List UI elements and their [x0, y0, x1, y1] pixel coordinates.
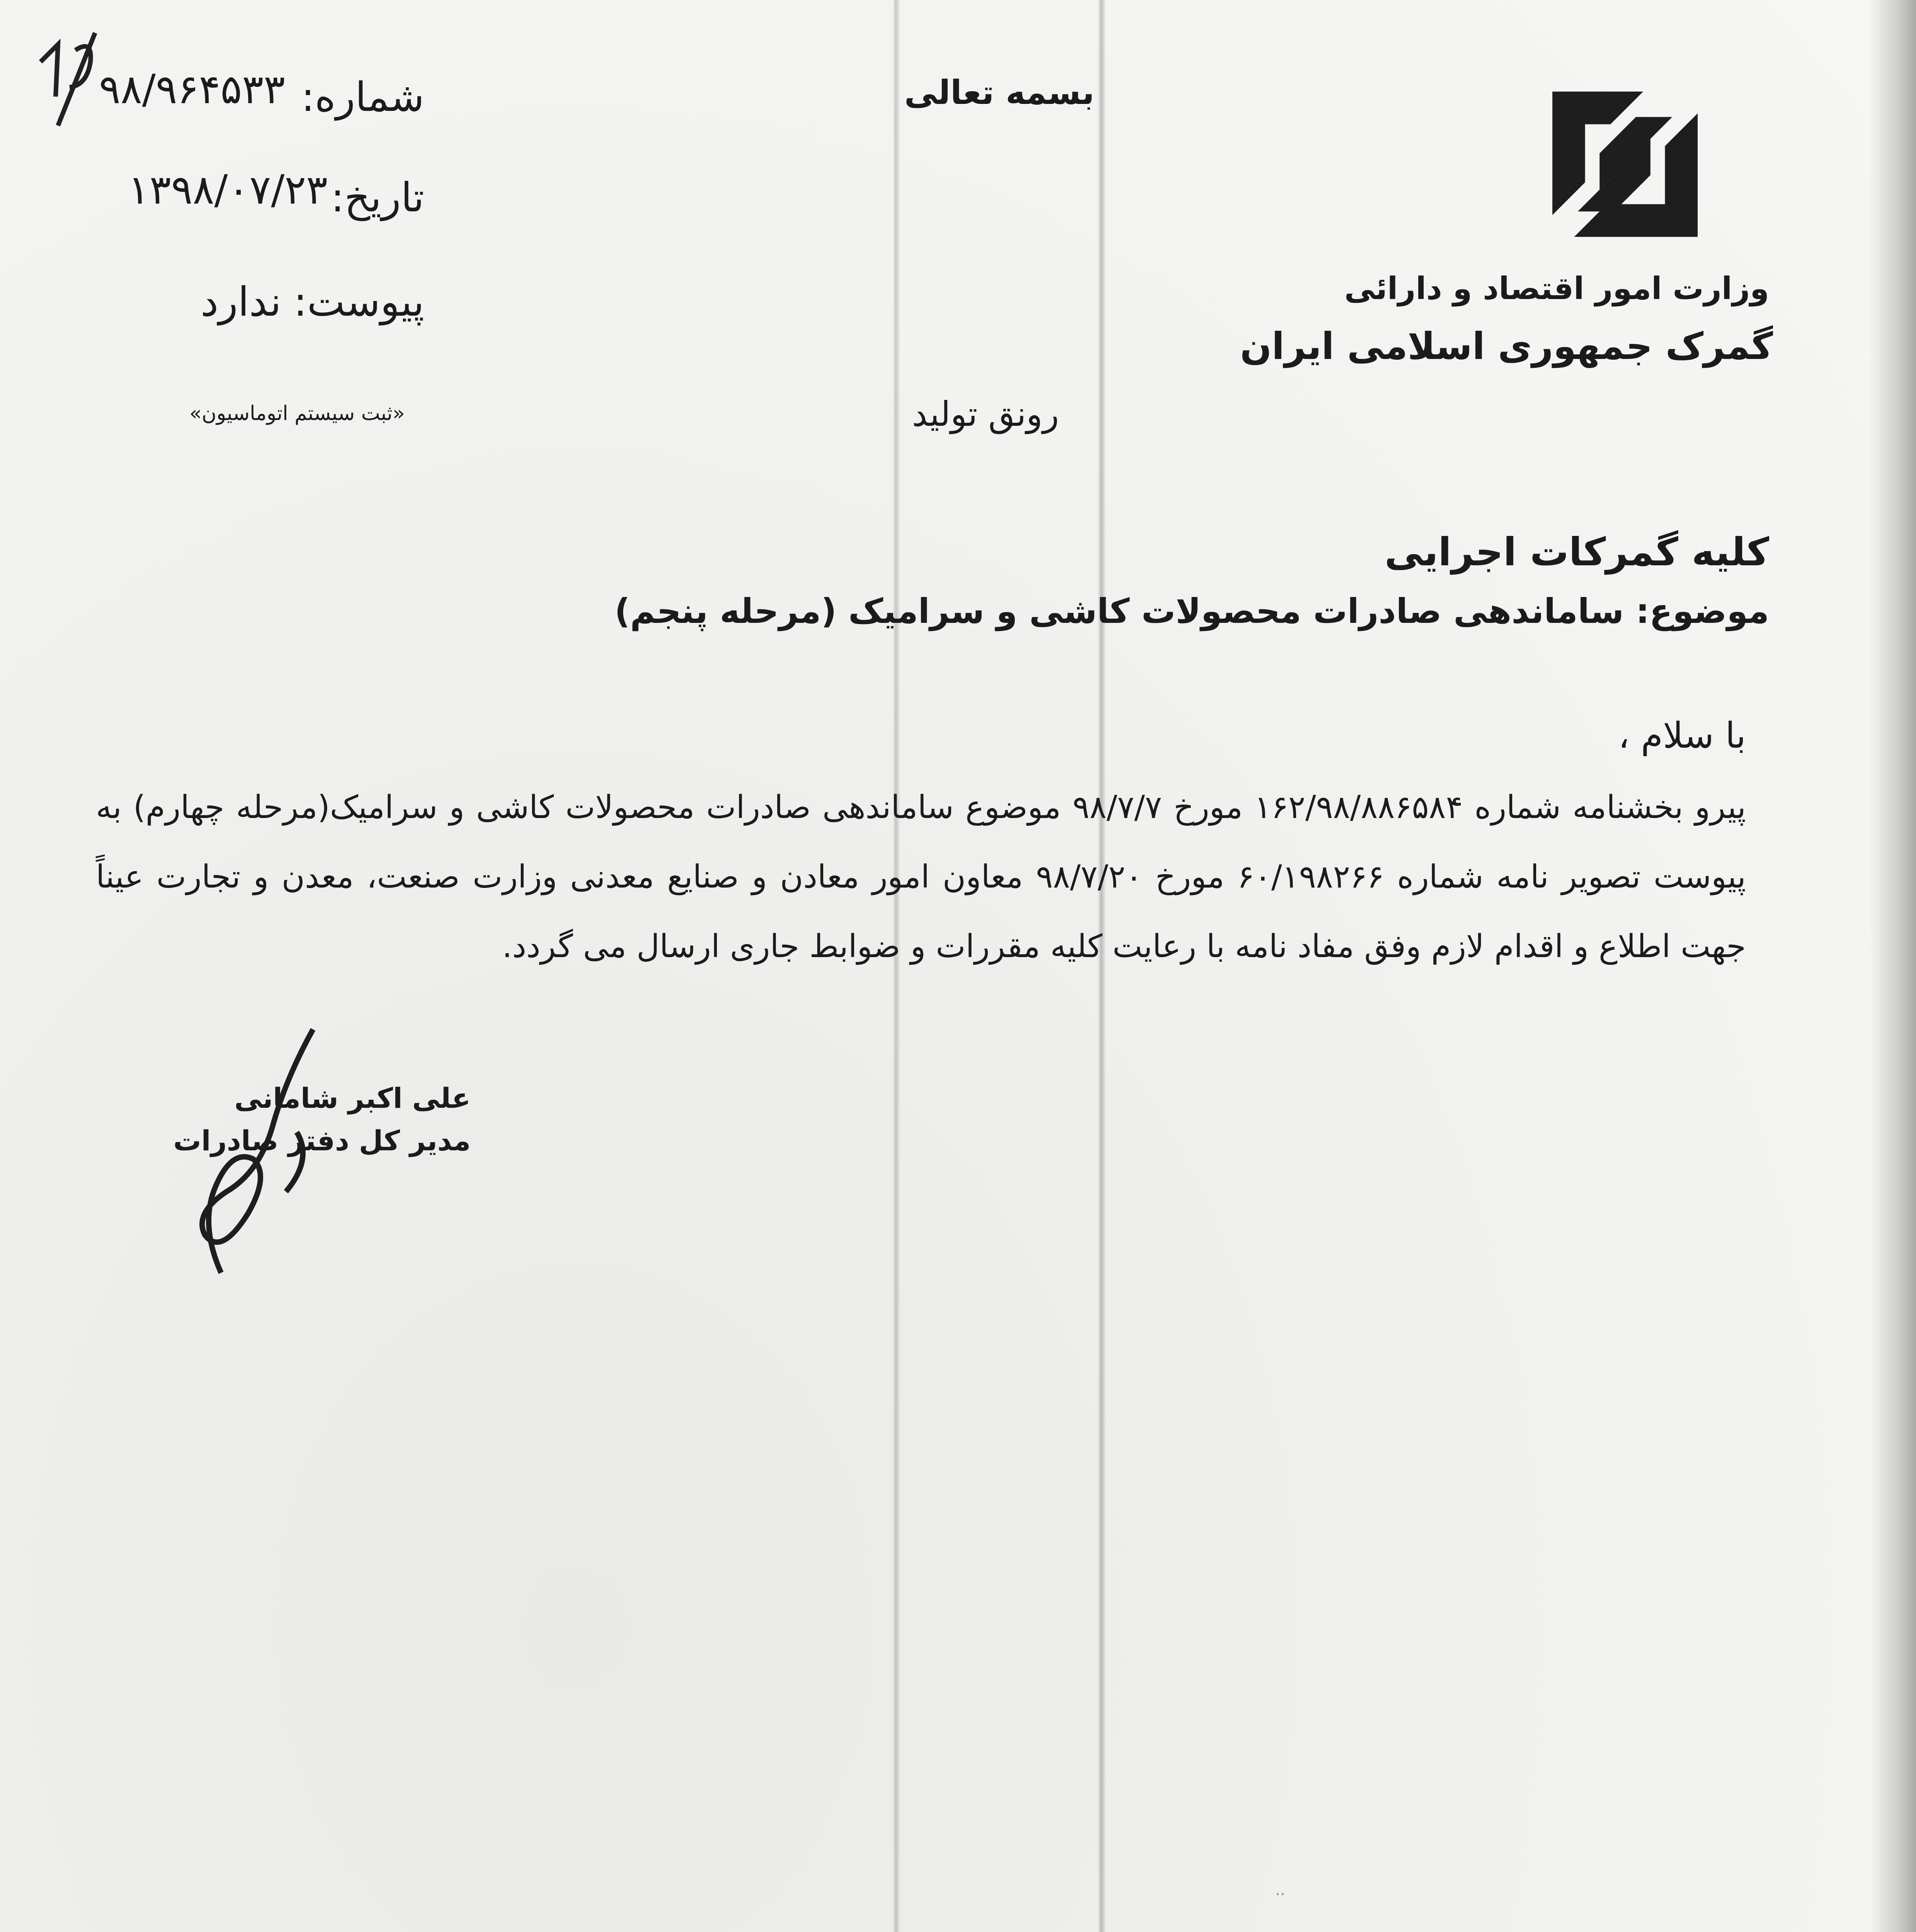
- recipient: کلیه گمرکات اجرایی: [1384, 529, 1769, 575]
- signatory-name: علی اکبر شامانی: [234, 1082, 471, 1114]
- signatory-title: مدیر کل دفتر صادرات: [173, 1124, 471, 1157]
- number-label: شماره:: [301, 73, 424, 121]
- ministry-name: وزارت امور اقتصاد و دارائی: [1344, 270, 1769, 306]
- date-label: تاریخ:: [331, 174, 424, 221]
- basmala: بسمه تعالی: [904, 73, 1094, 112]
- attachment-value: ندارد: [201, 278, 281, 325]
- scan-edge-right: [1870, 0, 1916, 1932]
- number-value: ۹۸/۹۶۴۵۳۳: [99, 66, 285, 113]
- subject-line: موضوع: ساماندهی صادرات محصولات کاشی و سرامیک (مرحله پنجم): [614, 591, 1769, 631]
- automation-note: «ثبت سیستم اتوماسیون»: [189, 402, 405, 425]
- copy-to-note: رونق تولید: [912, 394, 1059, 434]
- scan-speck: ··: [1275, 1886, 1285, 1903]
- date-value: ۱۳۹۸/۰۷/۲۳: [128, 166, 328, 213]
- handwritten-signature: [178, 1024, 340, 1294]
- customs-emblem-icon: [1534, 73, 1716, 255]
- organization-name: گمرک جمهوری اسلامی ایران: [1240, 325, 1773, 368]
- attachment-label: پیوست:: [293, 278, 424, 325]
- body-paragraph: پیرو بخشنامه شماره ۱۶۲/۹۸/۸۸۶۵۸۴ مورخ ۹۸/۷/۷ موضوع ساماندهی صادرات محصولات کاشی و سرامیک(مرحله چهارم) به پیوست تصویر نامه شماره ۶۰/۱۹۸۲۶۶ مورخ ۹۸/۷/۲۰ معاون امور معادن و صنایع معدنی وزارت صنعت، معدن و تجارت عیناً جهت اطلاع و اقدام لازم وفق مفاد نامه با رعایت کلیه مقررات و ضوابط جاری ارسال می گردد.: [96, 789, 1746, 965]
- greeting: با سلام ،: [1618, 715, 1746, 756]
